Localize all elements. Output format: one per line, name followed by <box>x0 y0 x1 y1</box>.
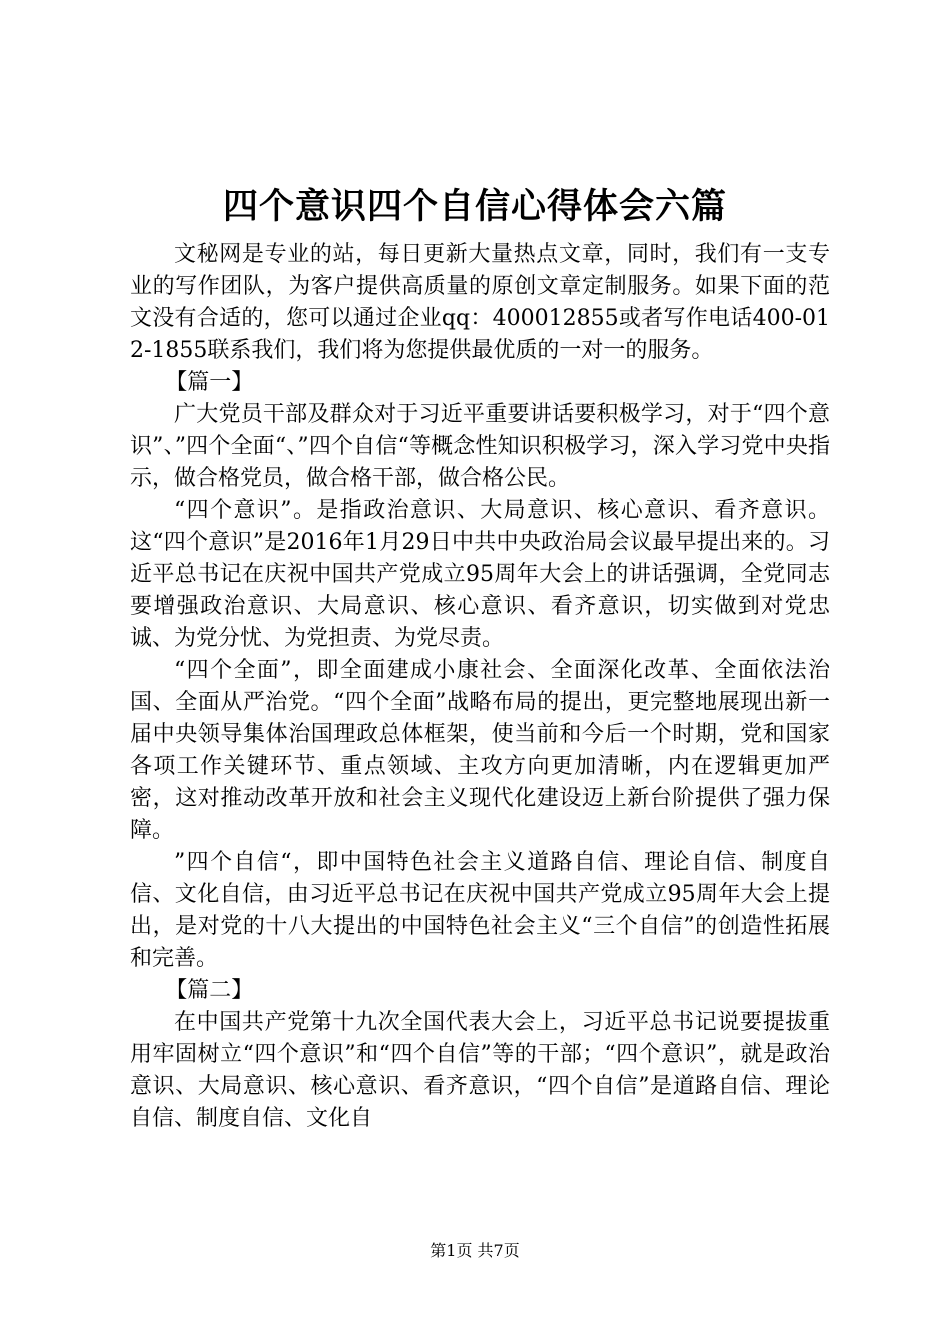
section1-paragraph-2: “四个意识”。是指政治意识、大局意识、核心意识、看齐意识。这“四个意识”是2016年1月29日中共中央政治局会议最早提出来的。习近平总书记在庆祝中国共产党成立95周年大会上的讲话强调，全党同志要增强政治意识、大局意识、核心意识、看齐意识，切实做到对党忠诚、为党分忧、为党担责、为党尽责。 <box>130 498 830 651</box>
section-heading-2: 【篇二】 <box>165 978 254 1003</box>
document-title: 四个意识四个自信心得体会六篇 <box>222 186 727 227</box>
section1-paragraph-1: 广大党员干部及群众对于习近平重要讲话要积极学习，对于“四个意识”、”四个全面“、”四个自信“等概念性知识积极学习，深入学习党中央指示，做合格党员，做合格干部，做合格公民。 <box>130 402 830 491</box>
intro-paragraph: 文秘网是专业的站，每日更新大量热点文章，同时，我们有一支专业的写作团队，为客户提供高质量的原创文章定制服务。如果下面的范文没有合适的，您可以通过企业qq：400012855或者写作电话400-012-1855联系我们，我们将为您提供最优质的一对一的服务。 <box>130 242 830 363</box>
section-heading-1: 【篇一】 <box>165 370 254 395</box>
document-body <box>130 239 830 1135</box>
section1-paragraph-3: “四个全面”，即全面建成小康社会、全面深化改革、全面依法治国、全面从严治党。“四个全面”战略布局的提出，更完整地展现出新一届中央领导集体治国理政总体框架，使当前和今后一个时期，党和国家各项工作关键环节、重点领域、主攻方向更加清晰，内在逻辑更加严密，这对推动改革开放和社会主义现代化建设迈上新台阶提供了强力保障。 <box>130 658 830 843</box>
page-number-footer: 第1页 共7页 <box>430 1241 520 1260</box>
section2-paragraph-1: 在中国共产党第十九次全国代表大会上，习近平总书记说要提拔重用牢固树立“四个意识”和“四个自信”等的干部；“四个意识”，就是政治意识、大局意识、核心意识、看齐意识，“四个自信”是道路自信、理论自信、制度自信、文化自 <box>130 1010 830 1131</box>
section1-paragraph-4: ”四个自信“，即中国特色社会主义道路自信、理论自信、制度自信、文化自信，由习近平总书记在庆祝中国共产党成立95周年大会上提出，是对党的十八大提出的中国特色社会主义“三个自信”的创造性拓展和完善。 <box>130 850 830 971</box>
